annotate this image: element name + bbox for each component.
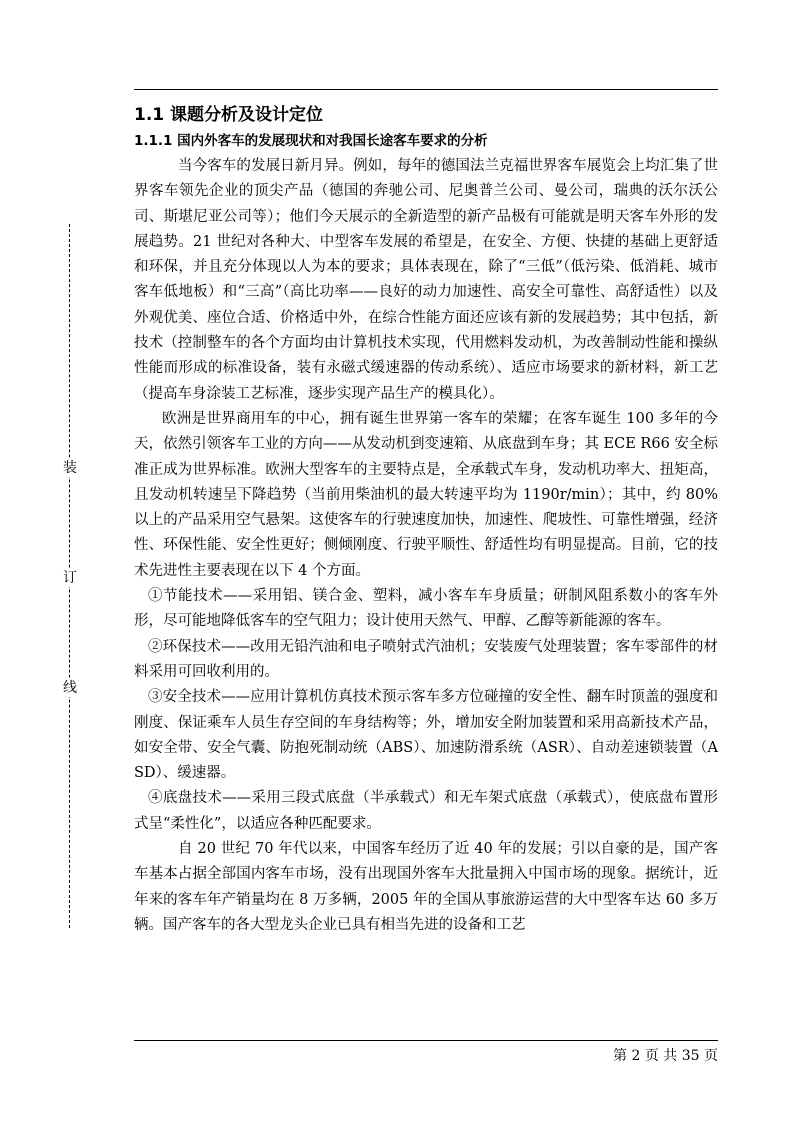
paragraph: 自 20 世纪 70 年代以来，中国客车经历了近 40 年的发展；引以自豪的是，国产客车基本占据全部国内客车市场，没有出现国外客车大批量拥入中国市场的现象。据统计，近年来的客车年产销量均在 8 万多辆，2005 年的全国从事旅游运营的大中型客车达 60 多万辆。国产客车的各大型龙头企业已具有相当先进的设备和工艺 (134, 841, 718, 933)
footer-rule (134, 1040, 718, 1041)
list-item: ④底盘技术——采用三段式底盘（半承载式）和无车架式底盘（承载式），使底盘布置形式呈“柔性化”，以适应各种匹配要求。 (134, 790, 718, 832)
section-heading: 1.1 课题分析及设计定位 (134, 105, 324, 125)
subsection-heading: 1.1.1 国内外客车的发展现状和对我国长途客车要求的分析 (134, 133, 488, 149)
page-content (134, 102, 718, 938)
paragraph: 当今客车的发展日新月异。例如，每年的德国法兰克福世界客车展览会上均汇集了世界客车领先企业的顶尖产品（德国的奔驰公司、尼奥普兰公司、曼公司，瑞典的沃尔沃公司、斯堪尼亚公司等）；他们今天展示的全新造型的新产品极有可能就是明天客车外形的发展趋势。21 世纪对各种大、中型客车发展的希望是，在安全、方便、快捷的基础上更舒适和环保，并且充分体现以人为本的要求；具体表现在，除了“三低”（低污染、低消耗、城市客车低地板）和“三高”（高比功率——良好的动力加速性、高安全可靠性、高舒适性）以及外观优美、座位合适、价格适中外，在综合性能方面还应该有新的发展趋势；其中包括，新技术（控制整车的各个方面均由计算机技术实现，代用燃料发动机，为改善制动性能和操纵性能而形成的标准设备，装有永磁式缓速器的传动系统）、适应市场要求的新材料，新工艺（提高车身涂装工艺标准，逐步实现产品生产的模具化）。 (134, 158, 718, 402)
list-item: ②环保技术——改用无铅汽油和电子喷射式汽油机；安装废气处理装置；客车零部件的材料采用可回收利用的。 (134, 638, 718, 680)
binding-mark-ding: 订 (60, 569, 80, 587)
list-item: ①节能技术——采用铝、镁合金、塑料，减小客车车身质量；研制风阻系数小的客车外形，尽可能地降低客车的空气阻力；设计使用天然气、甲醇、乙醇等新能源的客车。 (134, 588, 718, 630)
paragraph: 欧洲是世界商用车的中心，拥有诞生世界第一客车的荣耀；在客车诞生 100 多年的今天，依然引领客车工业的方向——从发动机到变速箱、从底盘到车身；其 ECE R66 安全标准正成为世界标准。欧洲大型客车的主要特点是，全承载式车身，发动机功率大、扭矩高，且发动机转速呈下降趋势（当前用柴油机的最大转速平均为 1190r/min）；其中，约 80%以上的产品采用空气悬架。这使客车的行驶速度加快，加速性、爬坡性、可靠性增强，经济性、环保性能、安全性更好；侧倾刚度、行驶平顺性、舒适性均有明显提高。目前，它的技术先进性主要表现在以下 4 个方面。 (134, 410, 718, 579)
binding-mark-xian: 线 (60, 679, 80, 697)
page-number: 第 2 页 共 35 页 (613, 1048, 718, 1064)
list-item: ③安全技术——应用计算机仿真技术预示客车多方位碰撞的安全性、翻车时顶盖的强度和刚度、保证乘车人员生存空间的车身结构等；外，增加安全附加装置和采用高新技术产品，如安全带、安全气囊、防抱死制动统（ABS）、加速防滑系统（ASR）、自动差速锁装置（ASD）、缓速器。 (134, 689, 718, 782)
header-rule (134, 89, 718, 90)
binding-mark-zhuang: 装 (60, 459, 80, 477)
